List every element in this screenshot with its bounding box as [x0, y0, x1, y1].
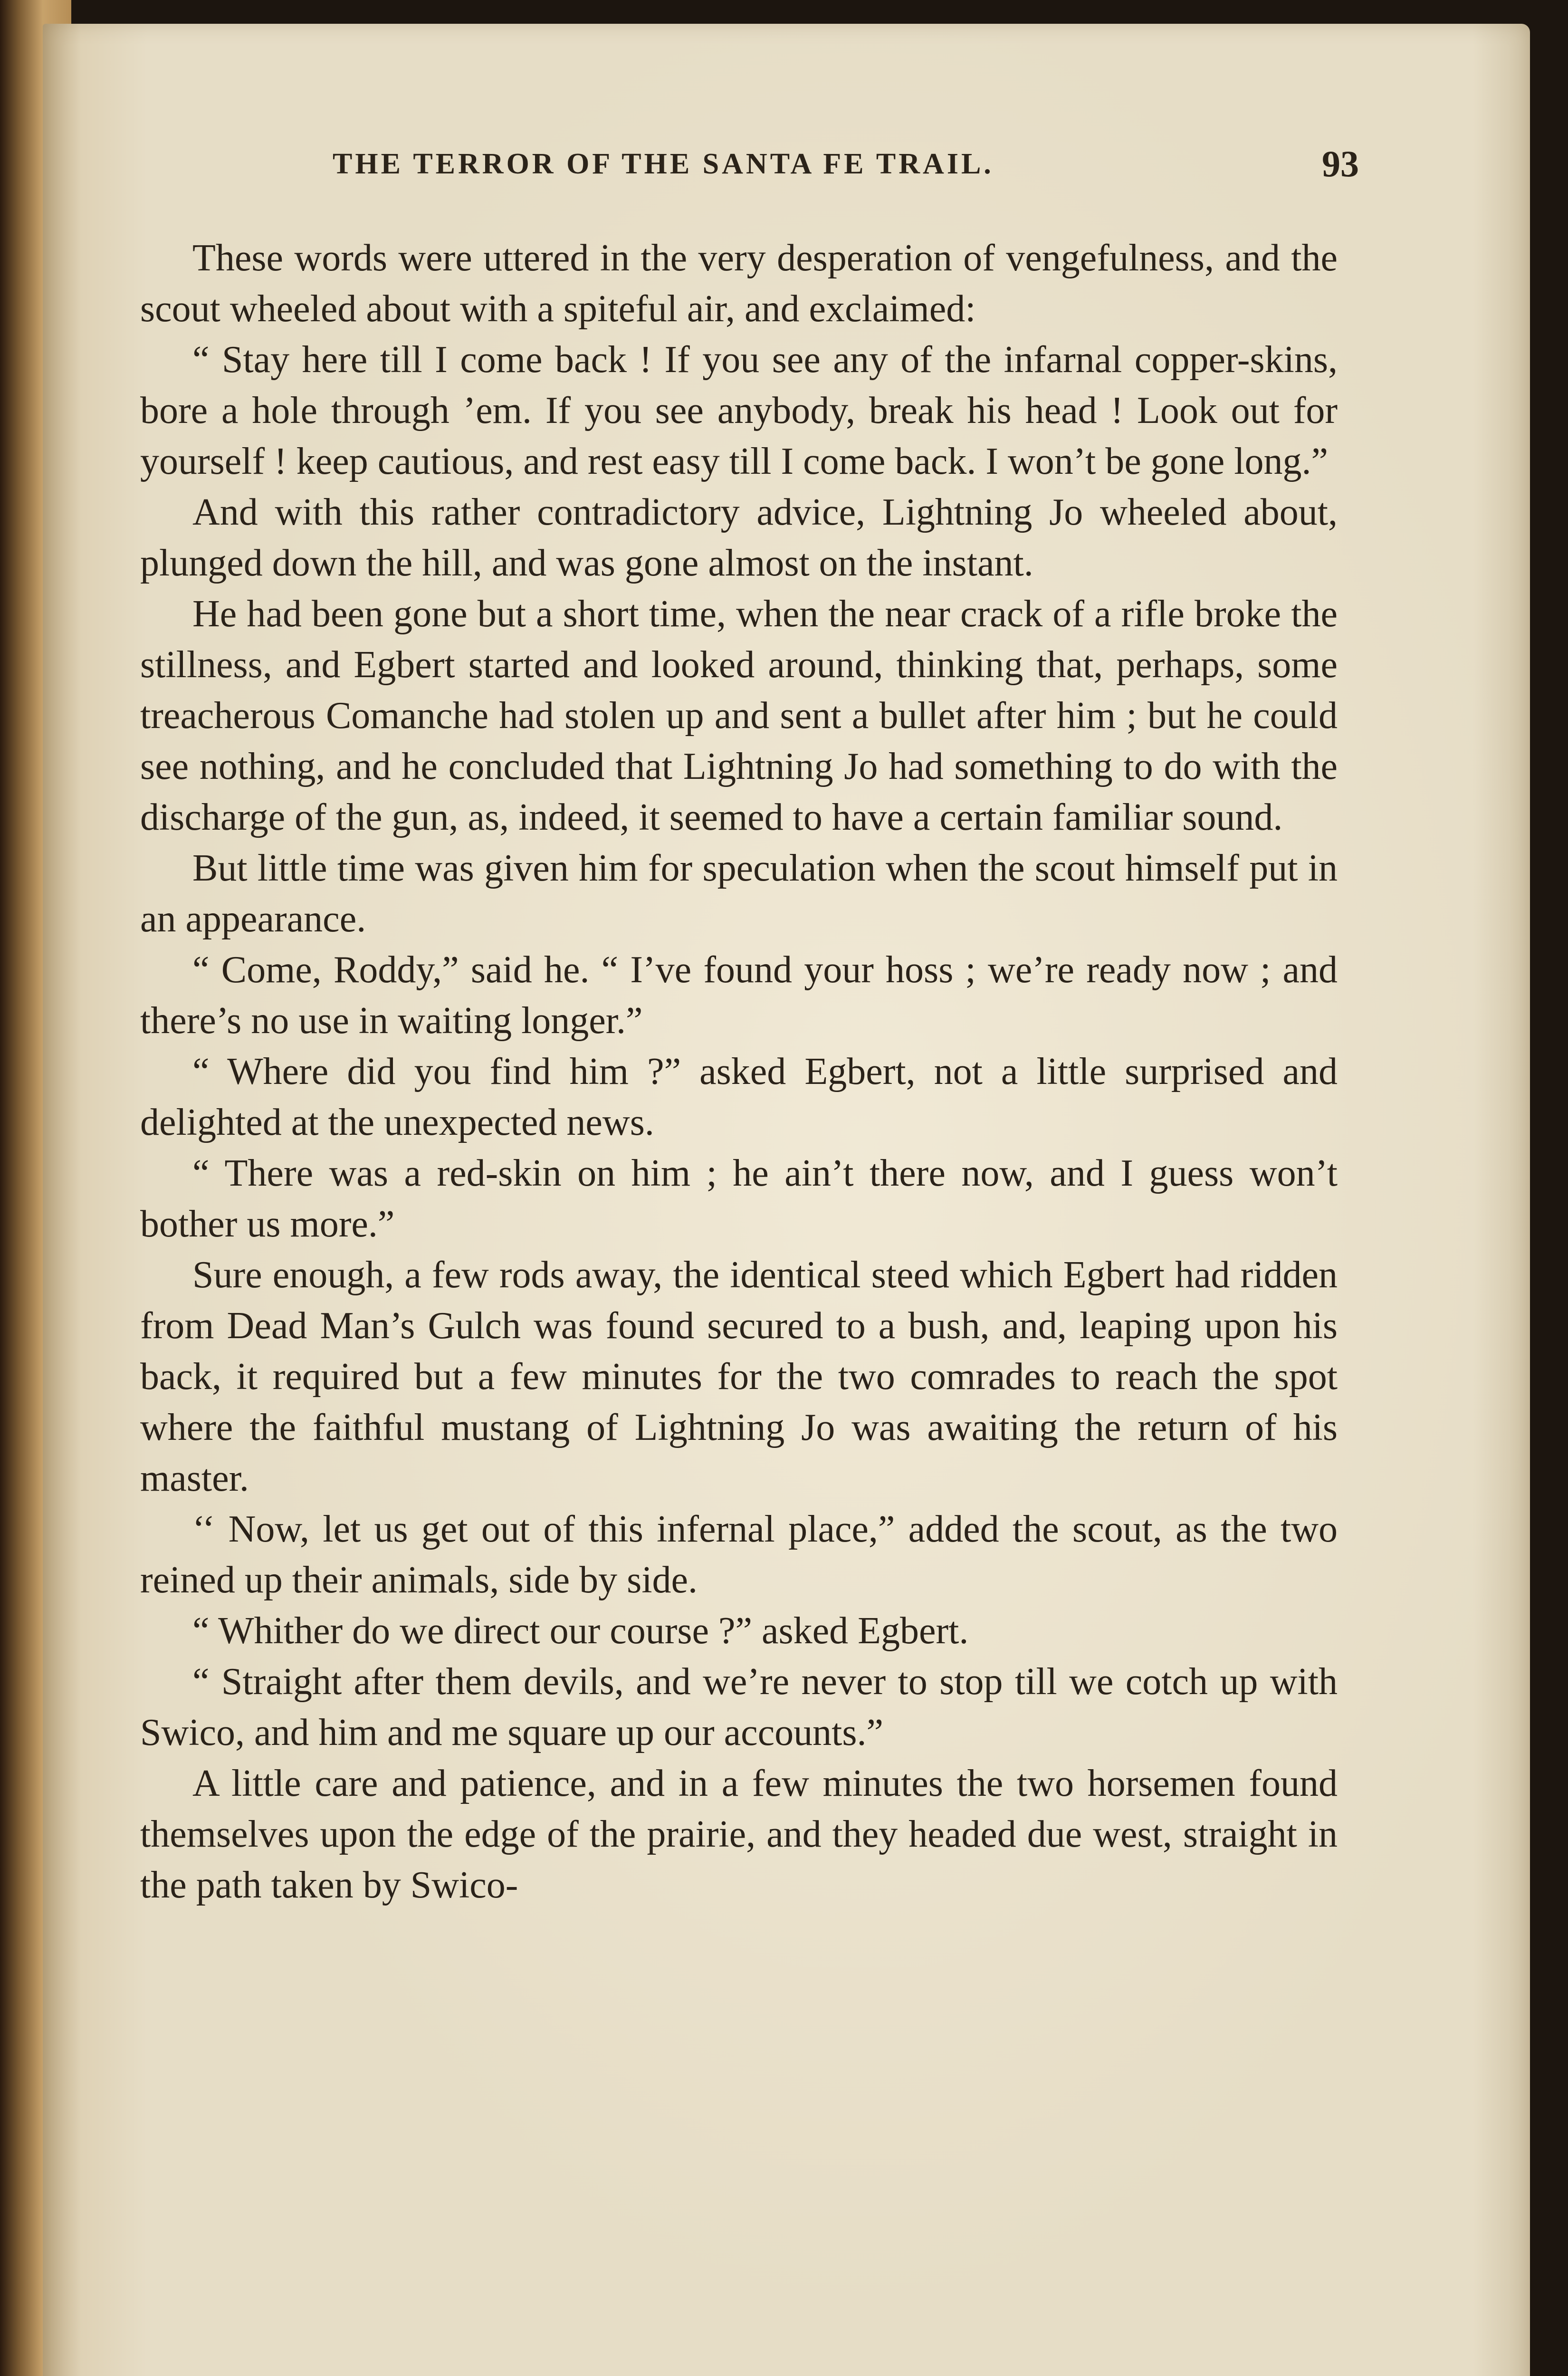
running-title: THE TERROR OF THE SANTA FE TRAIL. [333, 148, 994, 180]
paragraph: He had been gone but a short time, when the near crack of a rifle broke the stillness, and Egbert started and looked around, thinking that, perhaps, some treacherous Comanche had stolen up and sent a bullet after him ; but he could see nothing, and he concluded that Lightning Jo had something to do with the discharge of the gun, as, indeed, it seemed to have a certain familiar sound. [140, 593, 1338, 838]
page-header [333, 143, 1359, 200]
paragraph: “ Stay here till I come back ! If you see any of the infarnal copper-skins, bore a hole through ’em. If you see anybody, break his head ! Look out for yourself ! keep cautious, and rest easy till I come back. I won’t be gone long.” [140, 339, 1338, 482]
paragraph: Sure enough, a few rods away, the identical steed which Egbert had ridden from Dead Man’s Gulch was found secured to a bush, and, leaping upon his back, it required but a few minutes for the two comrades to reach the spot where the faithful mustang of Lightning Jo was awaiting the return of his master. [140, 1254, 1338, 1499]
body-text [140, 233, 1338, 1911]
paragraph: “ Straight after them devils, and we’re never to stop till we cotch up with Swico, and him and me square up our accounts.” [140, 1661, 1338, 1753]
paragraph: “ Whither do we direct our course ?” asked Egbert. [192, 1610, 969, 1652]
paragraph: And with this rather contradictory advice, Lightning Jo wheeled about, plunged down the hill, and was gone almost on the instant. [140, 491, 1338, 584]
paragraph: A little care and patience, and in a few minutes the two horsemen found themselves upon the edge of the prairie, and they headed due west, straight in the path taken by Swico- [140, 1763, 1338, 1906]
paragraph: ‘‘ Now, let us get out of this infernal place,” added the scout, as the two reined up their animals, side by side. [140, 1508, 1338, 1601]
paragraph: “ Where did you find him ?” asked Egbert, not a little surprised and delighted at the unexpected news. [140, 1051, 1338, 1143]
paragraph: “ Come, Roddy,” said he. “ I’ve found your hoss ; we’re ready now ; and there’s no use in waiting longer.” [140, 949, 1338, 1042]
paragraph: These words were uttered in the very desperation of vengefulness, and the scout wheeled about with a spiteful air, and exclaimed: [140, 237, 1338, 330]
paragraph: “ There was a red-skin on him ; he ain’t there now, and I guess won’t bother us more.” [140, 1152, 1338, 1245]
page-number: 93 [1322, 143, 1359, 184]
paragraph: But little time was given him for speculation when the scout himself put in an appearance. [140, 847, 1338, 940]
